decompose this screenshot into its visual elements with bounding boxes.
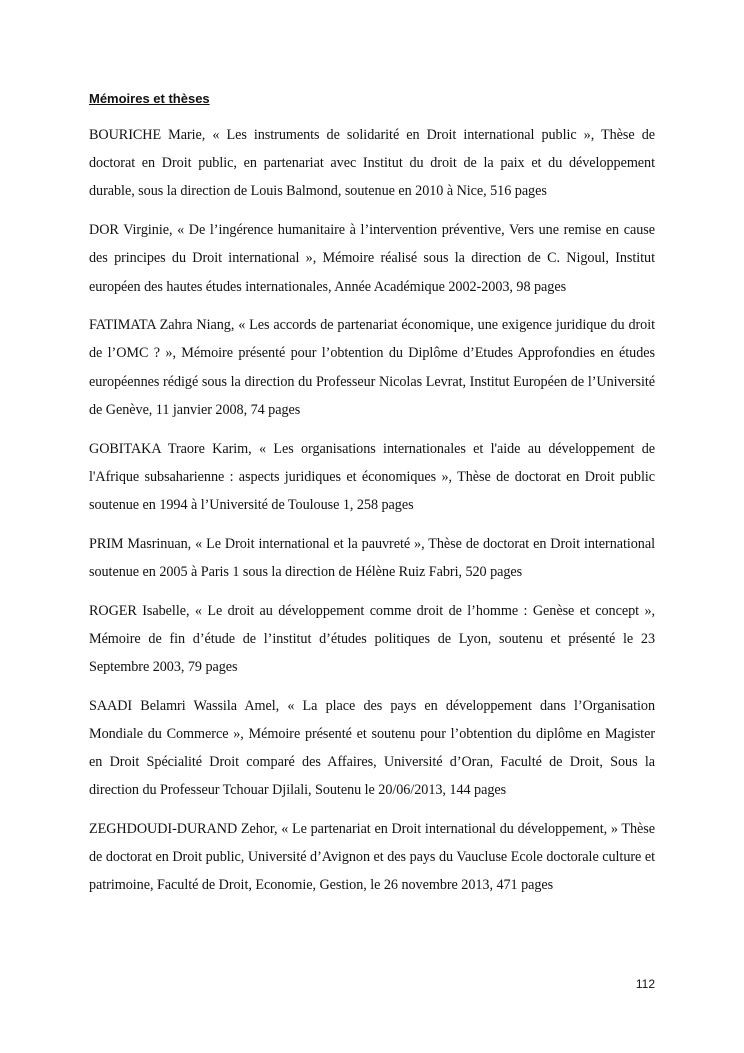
- bibliography-entry: FATIMATA Zahra Niang, « Les accords de partenariat économique, une exigence juridique du droit de l’OMC ? », Mémoire présenté pour l’obtention du Diplôme d’Etudes Approfondies en études européennes rédigé sous la direction du Professeur Nicolas Levrat, Institut Européen de l’Université de Genève, 11 janvier 2008, 74 pages: [89, 317, 655, 418]
- bibliography-entry: GOBITAKA Traore Karim, « Les organisations internationales et l'aide au développement de l'Afrique subsaharienne : aspects juridiques et économiques », Thèse de doctorat en Droit public soutenue en 1994 à l’Université de Toulouse 1, 258 pages: [89, 440, 655, 513]
- bibliography-entry: SAADI Belamri Wassila Amel, « La place des pays en développement dans l’Organisation Mondiale du Commerce », Mémoire présenté et soutenu pour l’obtention du diplôme en Magister en Droit Spécialité Droit comparé des Affaires, Université d’Oran, Faculté de Droit, Sous la direction du Professeur Tchouar Djilali, Soutenu le 20/06/2013, 144 pages: [89, 697, 655, 799]
- bibliography-entry: DOR Virginie, « De l’ingérence humanitaire à l’intervention préventive, Vers une remise en cause des principes du Droit international », Mémoire réalisé sous la direction de C. Nigoul, Institut européen des hautes études internationales, Année Académique 2002-2003, 98 pages: [89, 222, 655, 295]
- bibliography-entry: BOURICHE Marie, « Les instruments de solidarité en Droit international public », Thèse de doctorat en Droit public, en partenariat avec Institut du droit de la paix et du développement durable, sous la direction de Louis Balmond, soutenue en 2010 à Nice, 516 pages: [89, 127, 655, 200]
- bibliography-list: [89, 121, 655, 910]
- section-heading: Mémoires et thèses: [89, 91, 210, 106]
- bibliography-entry: PRIM Masrinuan, « Le Droit international et la pauvreté », Thèse de doctorat en Droit international soutenue en 2005 à Paris 1 sous la direction de Hélène Ruiz Fabri, 520 pages: [89, 535, 655, 580]
- bibliography-entry: ROGER Isabelle, « Le droit au développement comme droit de l’homme : Genèse et concept », Mémoire de fin d’étude de l’institut d’études politiques de Lyon, soutenu et présenté le 23 Septembre 2003, 79 pages: [89, 602, 655, 675]
- page-number: 112: [635, 977, 655, 991]
- bibliography-entry: ZEGHDOUDI-DURAND Zehor, « Le partenariat en Droit international du développement, » Thèse de doctorat en Droit public, Université d’Avignon et des pays du Vaucluse Ecole doctorale culture et patrimoine, Faculté de Droit, Economie, Gestion, le 26 novembre 2013, 471 pages: [89, 820, 655, 894]
